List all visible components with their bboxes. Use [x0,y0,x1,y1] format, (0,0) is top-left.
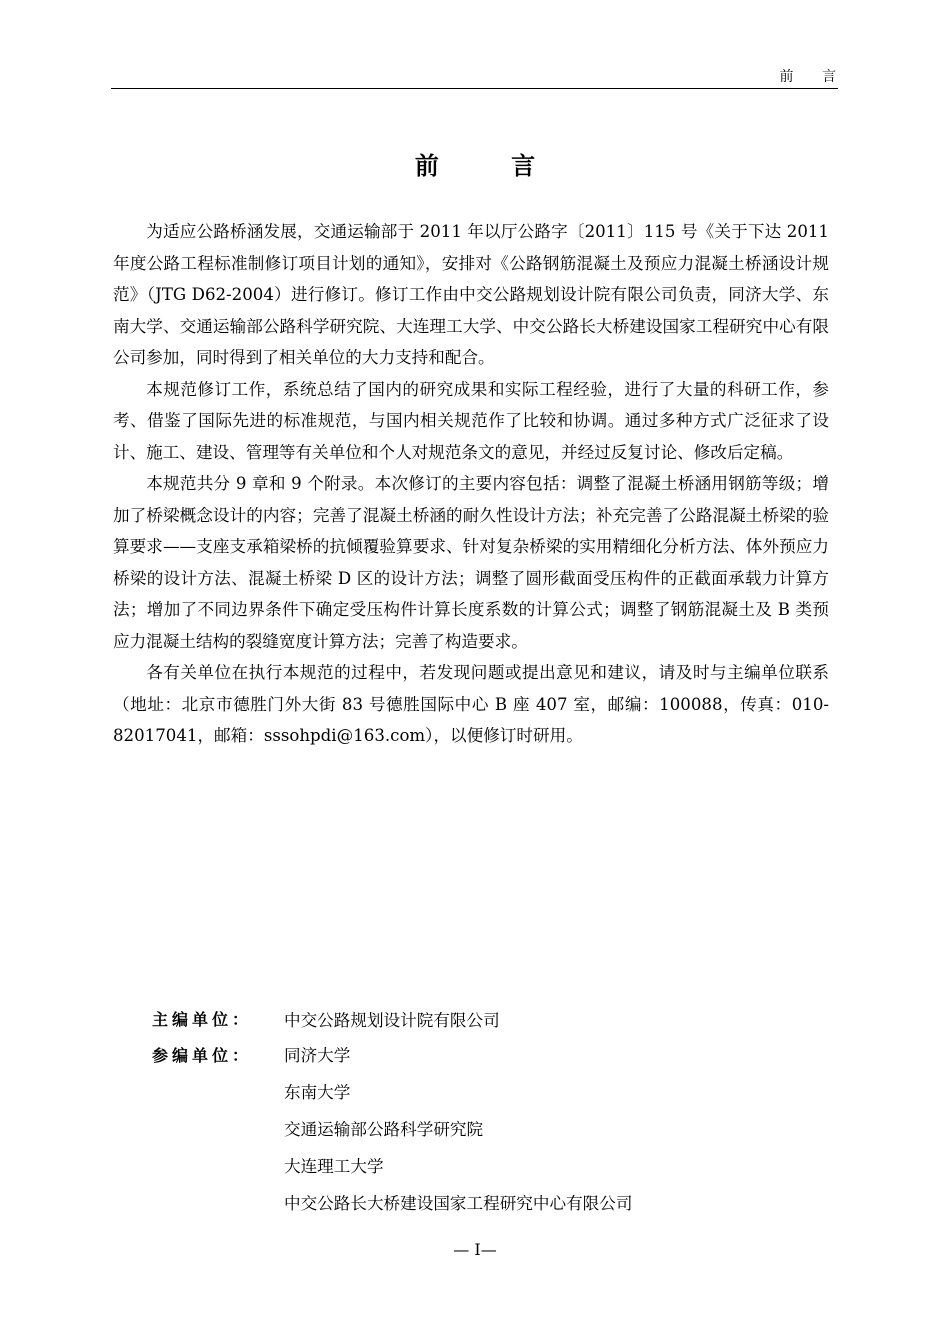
running-header-title: 前 言 [779,69,848,85]
paragraph: 各有关单位在执行本规范的过程中，若发现问题或提出意见和建议，请及时与主编单位联系（地址：北京市德胜门外大街 83 号德胜国际中心 B 座 407 室，邮编：100088，传真：010-82017041，邮箱：sssohpdi@163.com），以便修订时研用。 [113,663,829,745]
paragraph: 本规范共分 9 章和 9 个附录。本次修订的主要内容包括：调整了混凝土桥涵用钢筋等级；增加了桥梁概念设计的内容；完善了混凝土桥涵的耐久性设计方法；补充完善了公路混凝土桥梁的验算要求——支座支承箱梁桥的抗倾覆验算要求、针对复杂桥梁的实用精细化分析方法、体外预应力桥梁的设计方法、混凝土桥梁 D 区的设计方法；调整了圆形截面受压构件的正截面承载力计算方法；增加了不同边界条件下确定受压构件计算长度系数的计算公式；调整了钢筋混凝土及 B 类预应力混凝土结构的裂缝宽度计算方法；完善了构造要求。 [113,474,829,651]
chief-unit-name: 中交公路规划设计院有限公司 [284,1010,500,1030]
contributing-units [152,1000,632,1222]
page-title: 前 言 [414,151,568,180]
participant-unit: 同济大学 [284,1046,351,1065]
preface-body [113,216,829,752]
paragraph: 本规范修订工作，系统总结了国内的研究成果和实际工程经验，进行了大量的科研工作，参考、借鉴了国际先进的标准规范，与国内相关规范作了比较和协调。通过多种方式广泛征求了设计、施工、建设、管理等有关单位和个人对规范条文的意见，并经过反复讨论、修改后定稿。 [113,379,829,462]
paragraph: 为适应公路桥涵发展，交通运输部于 2011 年以厅公路字〔2011〕115 号《关于下达 2011 年度公路工程标准制修订项目计划的通知》，安排对《公路钢筋混凝土及预应力混凝土桥涵设计规范》（JTG D62-2004）进行修订。修订工作由中交公路规划设计院有限公司负责，同济大学、东南大学、交通运输部公路科学研究院、大连理工大学、中交公路长大桥建设国家工程研究中心有限公司参加，同时得到了相关单位的大力支持和配合。 [113,222,829,367]
page-number: — I— [453,1240,497,1259]
running-header [111,66,848,89]
participant-unit: 东南大学 [284,1083,351,1102]
participant-units-list [284,1037,632,1222]
chief-unit-row [152,1000,632,1037]
participant-units-label: 参编单位： [152,1046,253,1065]
participant-unit: 中交公路长大桥建设国家工程研究中心有限公司 [284,1194,633,1213]
participant-unit: 大连理工大学 [284,1157,384,1176]
participant-units-block [152,1037,632,1222]
chief-unit-label: 主编单位： [152,1010,253,1029]
participant-unit: 交通运输部公路科学研究院 [284,1120,484,1139]
